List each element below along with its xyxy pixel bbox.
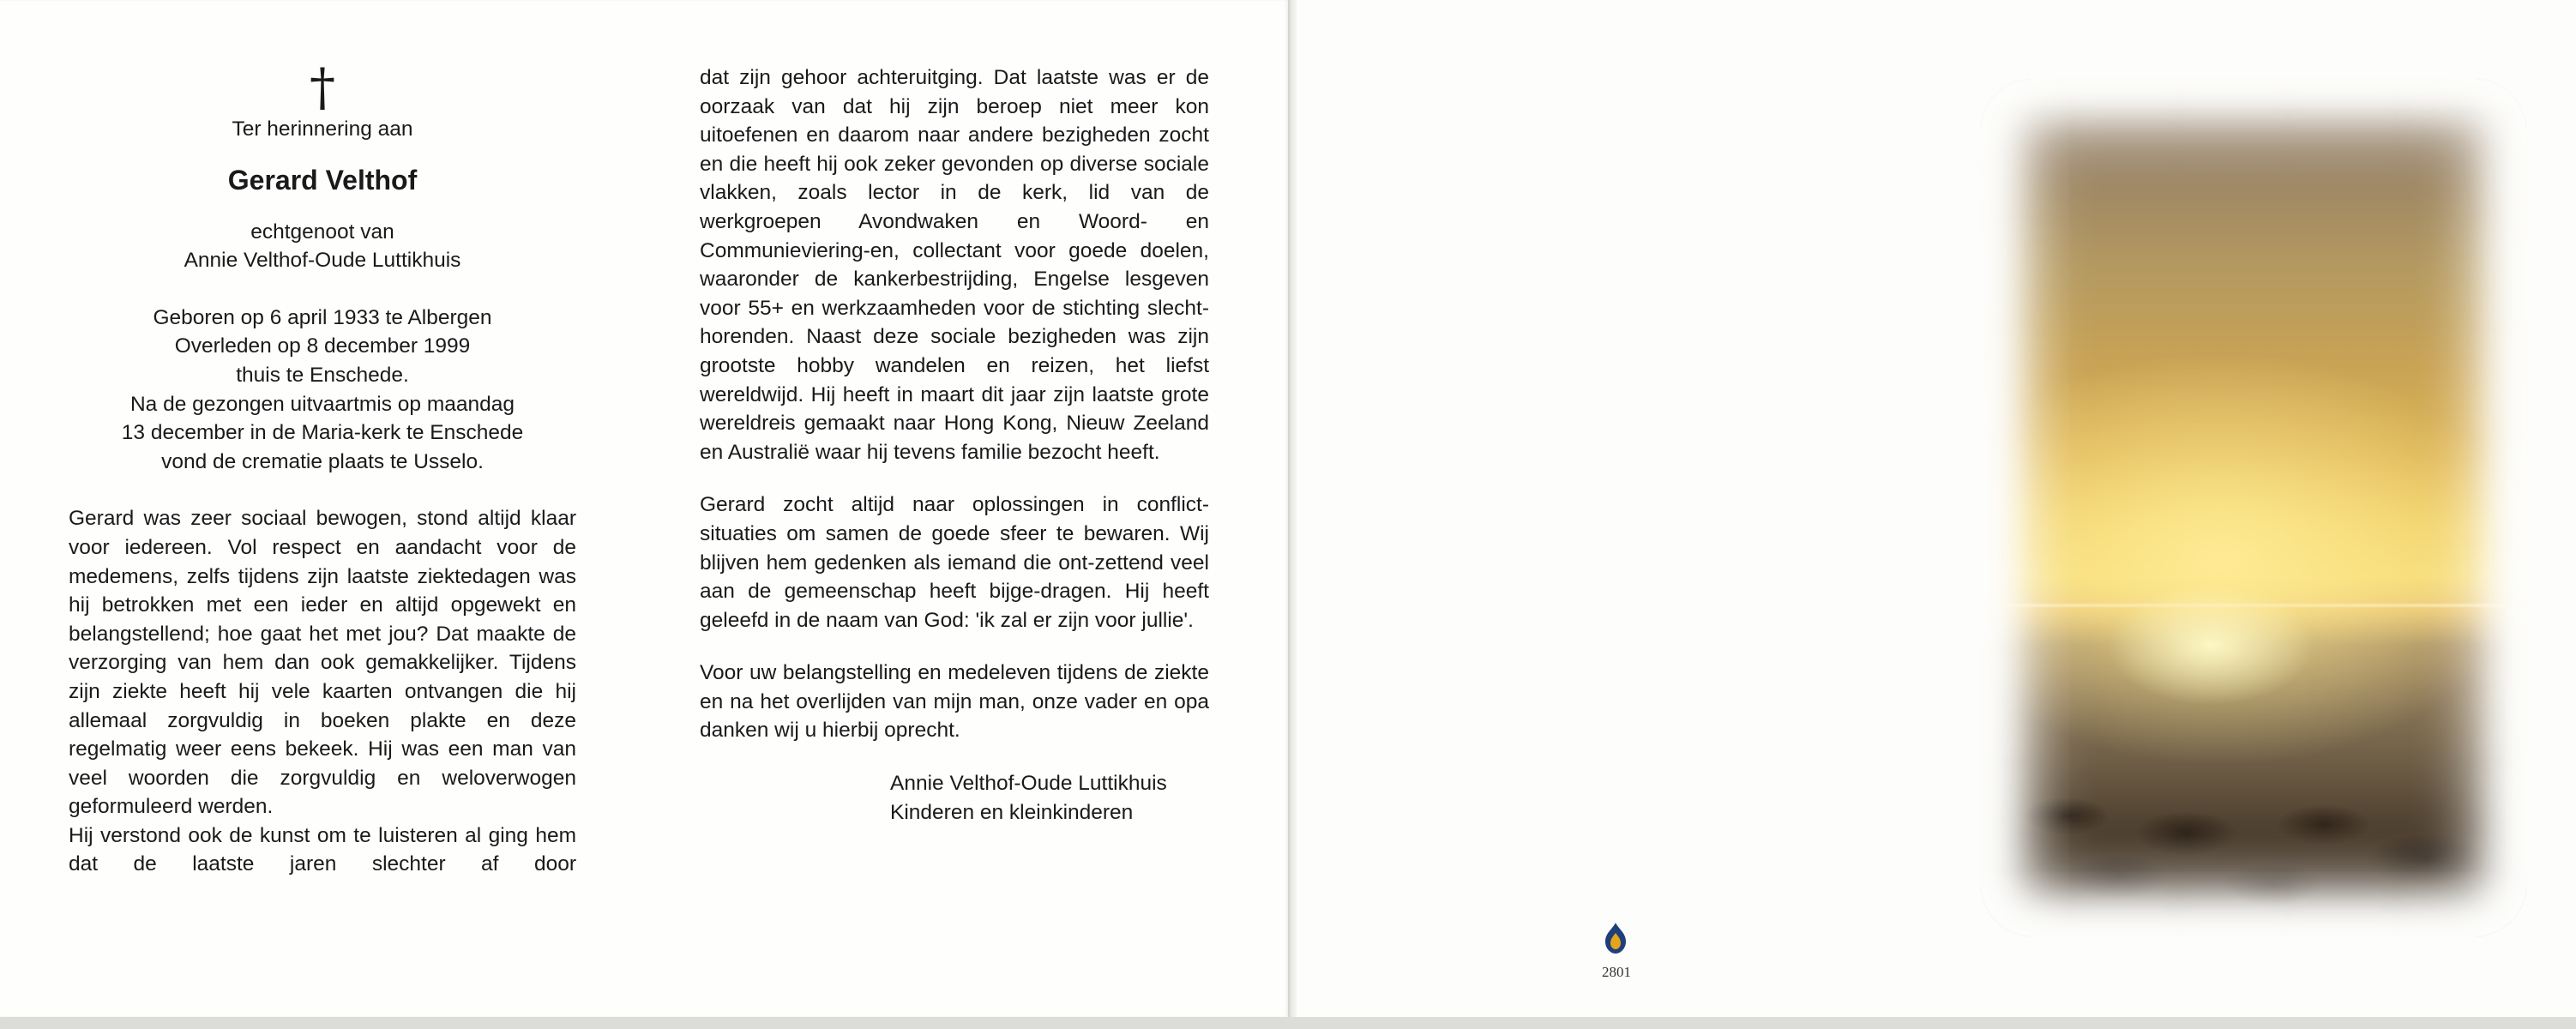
in-memory-heading: Ter herinnering aan xyxy=(232,117,413,141)
spouse-intro: echtgenoot van xyxy=(250,220,394,244)
funeral-line: Na de gezongen uitvaartmis op maandag xyxy=(129,392,515,416)
right-text-column xyxy=(700,63,1209,827)
signature-children: Kinderen en kleinkinderen xyxy=(890,800,1134,824)
deceased-name: Gerard Velthof xyxy=(227,164,418,196)
cross-icon: † xyxy=(310,57,335,117)
signature-family: Annie Velthof-Oude Luttikhuis xyxy=(890,772,1167,796)
publisher-logo-icon xyxy=(1604,923,1628,954)
church-line: 13 december in de Maria-kerk te Enschede xyxy=(121,421,524,445)
horizon-line xyxy=(1981,604,2526,607)
birth-line: Geboren op 6 april 1933 te Albergen xyxy=(153,305,492,329)
spouse-name: Annie Velthof-Oude Luttikhuis xyxy=(184,249,461,273)
death-place-line: thuis te Enschede. xyxy=(236,363,409,387)
beach-stones xyxy=(2015,782,2492,911)
biography-continuation: Hij verstond ook de kunst om te luisteren al ging hem dat de laatste jaren slechter af door xyxy=(69,823,576,876)
left-text-column xyxy=(69,57,576,879)
biography-paragraph-2: dat zijn gehoor achteruitging. Dat laatste was er de oorzaak van dat hij zijn beroep niet meer kon uitoefenen en daarom naar andere bezigheden zocht en die heeft hij ook zeker gevonden op diverse sociale vlakken, zoals lector in de kerk, lid van de werkgroepen Avondwaken en Woord- en Communieviering-en, collectant voor goede doelen, waaronder de kankerbestrijding, Engelse lesgeven voor 55+ en werkzaamheden voor de stichting slecht-horenden. Naast deze sociale bezigheden was zijn grootste hobby wandelen en reizen, het liefst wereldwijd. Hij heeft in maart dit jaar zijn laatste grote wereldreis gemaakt naar Hong Kong, Nieuw Zeeland en Australië waar hij tevens familie bezocht heeft. xyxy=(700,66,1209,464)
card-fold xyxy=(1288,0,1297,1029)
signature-block xyxy=(890,769,1209,827)
cremation-line: vond de crematie plaats te Usselo. xyxy=(161,449,484,473)
sunset-sea-photo xyxy=(1981,79,2526,936)
character-paragraph: Gerard zocht altijd naar oplossingen in conflict-situaties om samen de goede sfeer te bewaren. Wij blijven hem gedenken als iemand die ont-zettend veel aan de gemeenschap heeft bijge-dragen. Hij heeft geleefd in de naam van God: 'ik zal er zijn voor jullie'. xyxy=(700,493,1209,632)
thanks-paragraph: Voor uw belangstelling en medeleven tijdens de ziekte en na het overlijden van mijn man, onze vader en opa danken wij u hierbij oprecht. xyxy=(700,661,1209,743)
print-code: 2801 xyxy=(1602,964,1631,980)
death-line: Overleden op 8 december 1999 xyxy=(174,334,471,358)
biography-paragraph: Gerard was zeer sociaal bewogen, stond altijd klaar voor iedereen. Vol respect en aandacht voor de medemens, zelfs tijdens zijn laatste ziektedagen was hij betrokken met een ieder en altijd opgewekt en belangstellend; hoe gaat het met jou? Dat maakte de verzorging van hem dan ook gemakkelijker. Tijdens zijn ziekte heeft hij vele kaarten ontvangen die hij allemaal zorgvuldig in boeken plakte en deze regelmatig weer eens bekeek. Hij was een man van veel woorden die zorgvuldig en weloverwogen geformuleerd werden. xyxy=(69,507,576,819)
card-bottom-edge xyxy=(0,1017,2576,1029)
inner-left-panel xyxy=(0,0,1288,1017)
